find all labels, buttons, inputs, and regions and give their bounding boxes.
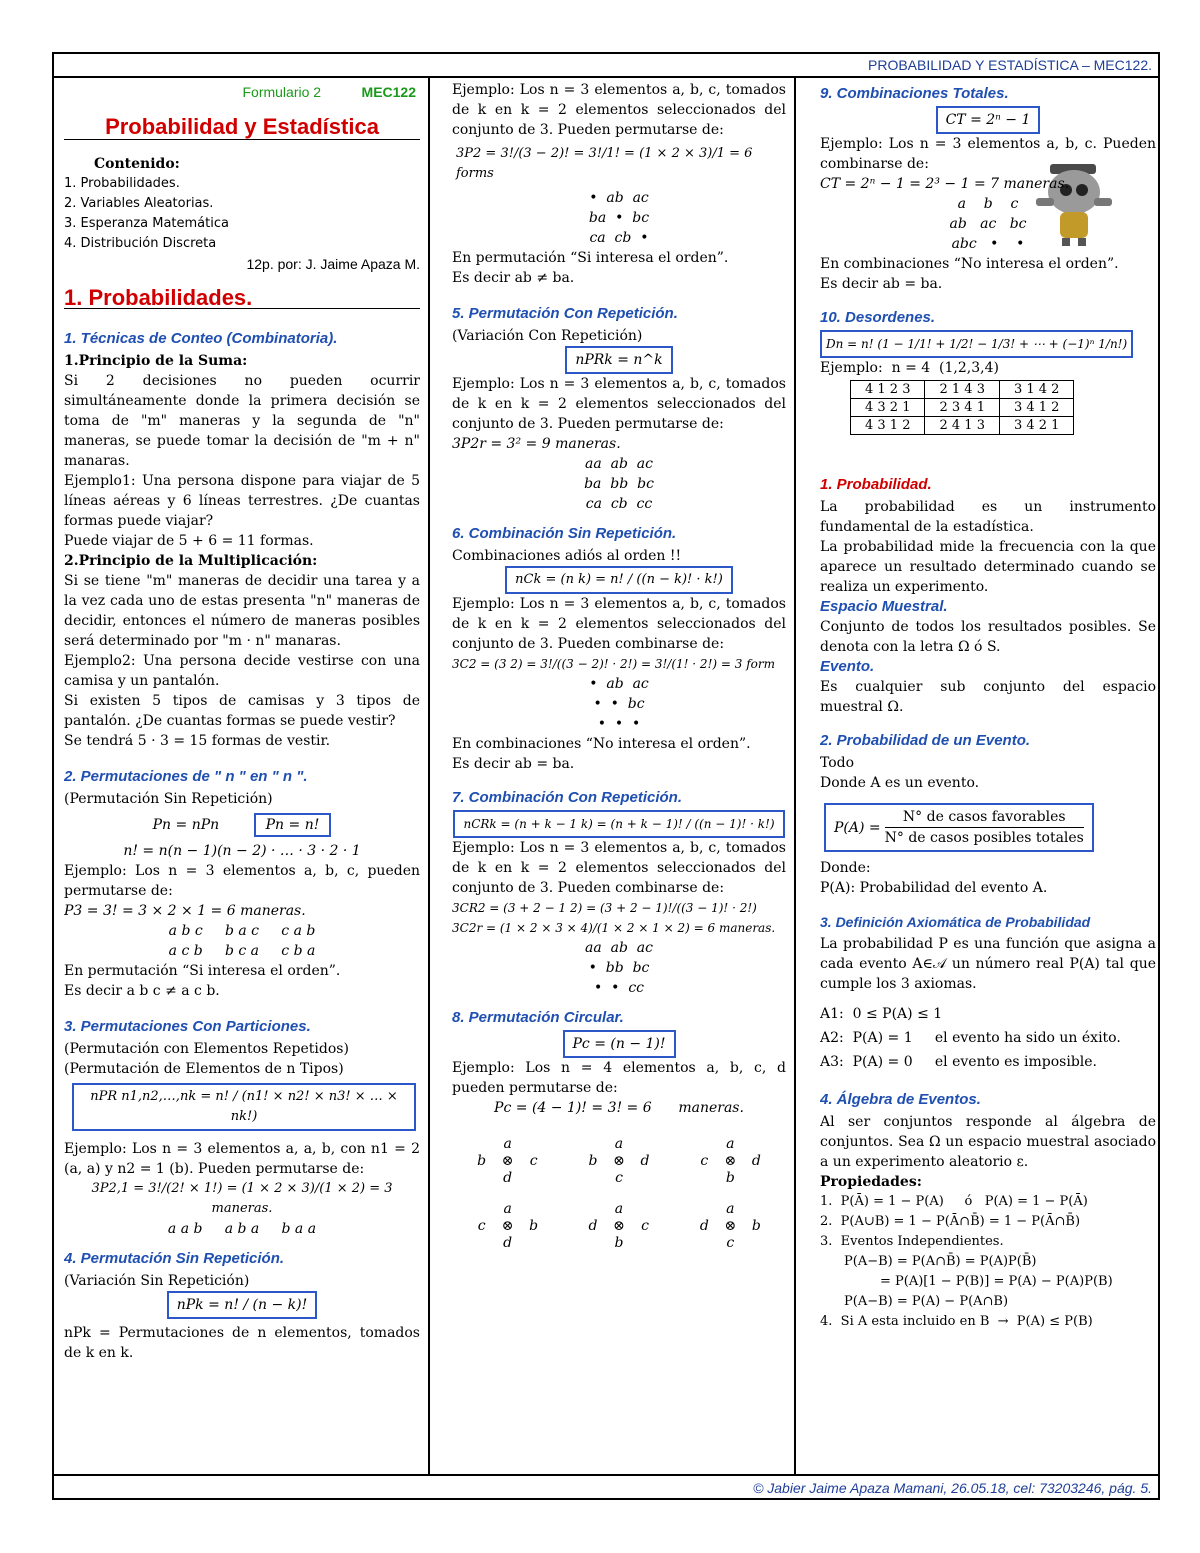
column-3 — [820, 80, 1156, 1472]
comb-no-rep-formula-box: nCk = (n k) = n! / ((n − k)! · k!) — [505, 566, 733, 594]
heading-derangements: 10. Desordenes. — [820, 309, 936, 326]
property-2: 2. P(A∪B) = 1 − P(Ā∩B̄) = 1 − P(Ā∩B̄) — [820, 1214, 1081, 1229]
comb-no-rep-note: En combinaciones “No interesa el orden”. — [452, 736, 751, 752]
comb-no-rep-result: 3C2 = (3 2) = 3!/((3 − 2)! · 2!) = 3!/(1! · 2!) = 3 form — [452, 657, 775, 671]
circular-example: Ejemplo: Los n = 4 elementos a, b, c, d pueden permutarse de: — [452, 1060, 786, 1096]
perm-list-2: a c b b c a c b a — [168, 943, 316, 959]
table-row: 4 1 2 3 2 1 4 3 3 1 4 2 — [851, 381, 1074, 399]
total-comb-note-2: Es decir ab = ba. — [820, 276, 943, 292]
perm-no-rep-formula-box: nPk = n! / (n − k)! — [167, 1291, 318, 1319]
comb-no-rep-row: • ab ac — [589, 676, 649, 692]
event-prob-text-2: Donde A es un evento. — [820, 775, 980, 791]
perm-k-table-row: ba • bc — [588, 210, 650, 226]
partitions-example: Ejemplo: Los n = 3 elementos a, a, b, con n1 = 2 (a, a) y n2 = 1 (b). Pueden permutarse de: — [64, 1141, 420, 1177]
event-prob-denominator: N° de casos posibles totales — [884, 830, 1084, 846]
comb-rep-result-2: 3C2r = (1 × 2 × 3 × 4)/(1 × 2 × 1 × 2) = 6 maneras. — [452, 921, 776, 935]
perm-k-formula: 3P2 = 3!/(3 − 2)! = 3!/1! = (1 × 2 × 3)/1 = 6 forms — [456, 146, 753, 181]
event-prob-text-1: Todo — [820, 755, 855, 771]
comb-rep-formula-box: nCRk = (n + k − 1 k) = (n + k − 1)! / ((n − 1)! · k!) — [453, 810, 784, 838]
comb-rep-example: Ejemplo: Los n = 3 elementos a, b, c, tomados de k en k = 2 elementos seleccionados del conjunto de 3. Pueden combinarse de: — [452, 840, 786, 896]
perm-k-note: En permutación “Si interesa el orden”. — [452, 250, 729, 266]
axiom-1: A1: 0 ≤ P(A) ≤ 1 — [820, 1006, 943, 1022]
mult-principle-text: Si se tiene "m" maneras de decidir una tarea y a la vez cada uno de estas presenta "n" maneras de decidir, entonces el número de maneras posibles será determinado por "m · n" manaras. — [64, 573, 420, 649]
perm-formula-box: Pn = n! — [254, 813, 332, 837]
property-3: 3. Eventos Independientes. — [820, 1234, 1004, 1249]
column-2 — [452, 80, 786, 1472]
heading-partitions: 3. Permutaciones Con Particiones. — [64, 1018, 311, 1035]
probability-text-2: La probabilidad mide la frecuencia con la que aparece un resultado determinado cuando se realiza un experimento. — [820, 539, 1156, 595]
sum-principle-title: 1.Principio de la Suma: — [64, 353, 248, 369]
perm-list-1: a b c b a c c a b — [168, 923, 316, 939]
circular-arrangement: a c ⊗ b d — [477, 1201, 539, 1251]
partitions-sub-1: (Permutación con Elementos Repetidos) — [64, 1041, 349, 1057]
heading-counting: 1. Técnicas de Conteo (Combinatoria). — [64, 330, 338, 347]
table-row: 4 3 2 1 2 3 4 1 3 4 1 2 — [851, 399, 1074, 417]
perm-rep-row: ca cb cc — [585, 496, 653, 512]
comb-no-rep-example: Ejemplo: Los n = 3 elementos a, b, c, tomados de k en k = 2 elementos seleccionados del conjunto de 3. Pueden combinarse de: — [452, 596, 786, 652]
property-1: 1. P(Ā) = 1 − P(A) ó P(A) = 1 − P(Ā) — [820, 1194, 1088, 1209]
perm-rep-formula-box: nPRk = n^k — [565, 346, 672, 374]
course-code: MEC122 — [361, 84, 416, 100]
perm-rep-example: Ejemplo: Los n = 3 elementos a, b, c, tomados de k en k = 2 elementos seleccionados del conjunto de 3. Pueden permutarse de: — [452, 376, 786, 432]
axiom-2: A2: P(A) = 1 el evento ha sido un éxito. — [820, 1030, 1121, 1046]
circular-arrangement: a b ⊗ d c — [588, 1136, 650, 1186]
perm-k-table-row: ca cb • — [589, 230, 649, 246]
circular-diagrams — [452, 1136, 786, 1252]
perm-k-note-2: Es decir ab ≠ ba. — [452, 270, 575, 286]
event-prob-where: Donde: — [820, 860, 871, 876]
toc-item: 3. Esperanza Matemática — [64, 216, 229, 231]
property-3a: P(A−B) = P(A∩B̄) = P(A)P(B̄) — [844, 1254, 1037, 1269]
heading-permutations: 2. Permutaciones de " n " en " n ". — [64, 768, 308, 785]
heading-circular: 8. Permutación Circular. — [452, 1009, 624, 1026]
heading-probability: 1. Probabilidad. — [820, 476, 932, 493]
derangement-table — [850, 380, 1074, 435]
sample-space-text: Conjunto de todos los resultados posibles. Se denota con la letra Ω ó S. — [820, 619, 1156, 655]
event-prob-lhs: P(A) = — [834, 819, 881, 836]
heading-perm-rep: 5. Permutación Con Repetición. — [452, 305, 678, 322]
event-prob-where-2: P(A): Probabilidad del evento A. — [820, 880, 1048, 896]
total-comb-row: abc • • — [951, 236, 1025, 252]
total-comb-example: Ejemplo: Los n = 3 elementos a, b, c. Pueden combinarse de: — [820, 136, 1156, 172]
factorial-formula: n! = n(n − 1)(n − 2) · … · 3 · 2 · 1 — [123, 843, 361, 859]
perm-rep-result: 3P2r = 3² = 9 maneras. — [452, 436, 621, 452]
page-footer: © Jabier Jaime Apaza Mamani, 26.05.18, cel: 73203246, pág. 5. — [753, 1480, 1152, 1496]
total-comb-result: CT = 2ⁿ − 1 = 2³ − 1 = 7 maneras. — [820, 176, 1070, 192]
example-1-result: Puede viajar de 5 + 6 = 11 formas. — [64, 533, 314, 549]
circular-arrangement: a d ⊗ c b — [588, 1201, 649, 1251]
axiomatic-text: La probabilidad P es una función que asigna a cada evento A∈𝒜 un número real P(A) tal que cumple los 3 axiomas. — [820, 936, 1156, 992]
sum-principle-text: Si 2 decisiones no pueden ocurrir simultáneamente donde la primera decisión se toma de "m" maneras y la segunda de "n" maneras, se puede tomar la decisión de "m + n" manaras. — [64, 373, 420, 469]
perm-note-2: Es decir a b c ≠ a c b. — [64, 983, 220, 999]
partitions-formula-box: nPR n1,n2,…,nk = n! / (n1! × n2! × n3! × … × nk!) — [72, 1083, 416, 1131]
perm-no-rep-sub: (Variación Sin Repetición) — [64, 1273, 250, 1289]
heading-event: Evento. — [820, 658, 875, 675]
author-line: 12p. por: J. Jaime Apaza M. — [246, 256, 420, 272]
toc-list — [64, 174, 420, 254]
property-3b: = P(A)[1 − P(B)] = P(A) − P(A)P(B) — [880, 1274, 1113, 1289]
axiom-3: A3: P(A) = 0 el evento es imposible. — [820, 1054, 1097, 1070]
perm-k-example: Ejemplo: Los n = 3 elementos a, b, c, tomados de k en k = 2 elementos seleccionados del conjunto de 3. Pueden permutarse de: — [452, 82, 786, 138]
page-frame — [52, 52, 1160, 1500]
comb-rep-row: • • cc — [594, 980, 644, 996]
comb-no-rep-note-2: Es decir ab = ba. — [452, 756, 575, 772]
toc-item: 1. Probabilidades. — [64, 176, 180, 191]
form-label: Formulario 2 — [242, 84, 322, 100]
comb-no-rep-row: • • bc — [593, 696, 645, 712]
perm-subtitle: (Permutación Sin Repetición) — [64, 791, 273, 807]
total-comb-formula-box: CT = 2ⁿ − 1 — [936, 106, 1041, 134]
heading-axiomatic: 3. Definición Axiomática de Probabilidad — [820, 914, 1091, 930]
page-header: PROBABILIDAD Y ESTADÍSTICA – MEC122. — [868, 57, 1152, 73]
document-title: Probabilidad y Estadística — [64, 117, 420, 140]
heading-event-algebra: 4. Álgebra de Eventos. — [820, 1091, 981, 1108]
heading-sample-space: Espacio Muestral. — [820, 598, 948, 615]
section-title: 1. Probabilidades. — [64, 288, 420, 309]
partitions-result: 3P2,1 = 3!/(2! × 1!) = (1 × 2 × 3)/(1 × 2) = 3 maneras. — [91, 1181, 393, 1216]
circular-result: Pc = (4 − 1)! = 3! = 6 maneras. — [494, 1100, 744, 1116]
partitions-list: a a b a b a b a a — [167, 1221, 317, 1237]
example-2-result: Se tendrá 5 · 3 = 15 formas de vestir. — [64, 733, 331, 749]
example-1: Ejemplo1: Una persona dispone para viajar de 5 líneas aéreas y 6 líneas terrestres. ¿De cuantas formas puede viajar? — [64, 473, 420, 529]
toc-item: 4. Distribución Discreta — [64, 236, 217, 251]
property-3c: P(A−B) = P(A) − P(A∩B) — [844, 1294, 1009, 1309]
circular-arrangement: a c ⊗ d b — [700, 1136, 761, 1186]
probability-text-1: La probabilidad es un instrumento fundamental de la estadística. — [820, 499, 1156, 535]
perm-rep-row: aa ab ac — [585, 456, 653, 472]
heading-total-comb: 9. Combinaciones Totales. — [820, 85, 1009, 102]
toc-item: 2. Variables Aleatorias. — [64, 196, 214, 211]
column-divider-2 — [794, 78, 796, 1474]
comb-rep-row: • bb bc — [588, 960, 650, 976]
perm-result: P3 = 3! = 3 × 2 × 1 = 6 maneras. — [64, 903, 306, 919]
footer-rule — [54, 1474, 1158, 1476]
table-row: 4 3 1 2 2 4 1 3 3 4 2 1 — [851, 417, 1074, 435]
example-2: Ejemplo2: Una persona decide vestirse con una camisa y un pantalón. — [64, 653, 420, 689]
column-1 — [64, 80, 420, 1472]
heading-perm-no-rep: 4. Permutación Sin Repetición. — [64, 1250, 285, 1267]
perm-formula-1: Pn = nPn — [152, 817, 220, 833]
comb-rep-row: aa ab ac — [585, 940, 653, 956]
comb-no-rep-row: • • • — [597, 716, 641, 732]
perm-rep-row: ba bb bc — [584, 476, 654, 492]
contents-heading: Contenido: — [94, 156, 180, 172]
event-algebra-text: Al ser conjuntos responde al álgebra de conjuntos. Sea Ω un espacio muestral asociado a un experimento aleatorio ε. — [820, 1114, 1156, 1170]
mult-principle-title: 2.Principio de la Multiplicación: — [64, 553, 318, 569]
heading-comb-rep: 7. Combinación Con Repetición. — [452, 789, 683, 806]
circular-arrangement: a d ⊗ b c — [699, 1201, 761, 1251]
perm-k-table-row: • ab ac — [589, 190, 649, 206]
comb-no-rep-sub: Combinaciones adiós al orden !! — [452, 548, 682, 564]
event-prob-formula-box — [824, 803, 1094, 852]
circular-formula-box: Pc = (n − 1)! — [563, 1030, 676, 1058]
perm-no-rep-text: nPk = Permutaciones de n elementos, tomados de k en k. — [64, 1325, 420, 1361]
event-prob-numerator: N° de casos favorables — [885, 807, 1084, 828]
circular-arrangement: a b ⊗ c d — [477, 1136, 538, 1186]
total-comb-note: En combinaciones “No interesa el orden”. — [820, 256, 1119, 272]
heading-event-probability: 2. Probabilidad de un Evento. — [820, 732, 1031, 749]
total-comb-row: a b c — [957, 196, 1019, 212]
perm-rep-sub: (Variación Con Repetición) — [452, 328, 643, 344]
perm-note: En permutación “Si interesa el orden”. — [64, 963, 341, 979]
comb-rep-result-1: 3CR2 = (3 + 2 − 1 2) = (3 + 2 − 1)!/((3 − 1)! · 2!) — [452, 901, 757, 915]
perm-example: Ejemplo: Los n = 3 elementos a, b, c, pueden permutarse de: — [64, 863, 420, 899]
example-2b: Si existen 5 tipos de camisas y 3 tipos de pantalón. ¿De cuantas formas se puede vestir? — [64, 693, 420, 729]
header-rule — [54, 76, 1158, 78]
derangement-formula-box: Dn = n! (1 − 1/1! + 1/2! − 1/3! + ⋯ + (−1)ⁿ 1/n!) — [820, 330, 1133, 358]
properties-heading: Propiedades: — [820, 1174, 922, 1190]
heading-comb-no-rep: 6. Combinación Sin Repetición. — [452, 525, 677, 542]
total-comb-row: ab ac bc — [949, 216, 1027, 232]
column-divider-1 — [428, 78, 430, 1474]
property-4: 4. Si A esta incluido en B → P(A) ≤ P(B) — [820, 1314, 1093, 1329]
event-text: Es cualquier sub conjunto del espacio muestral Ω. — [820, 679, 1156, 715]
derangement-example: Ejemplo: n = 4 (1,2,3,4) — [820, 360, 999, 376]
partitions-sub-2: (Permutación de Elementos de n Tipos) — [64, 1061, 344, 1077]
